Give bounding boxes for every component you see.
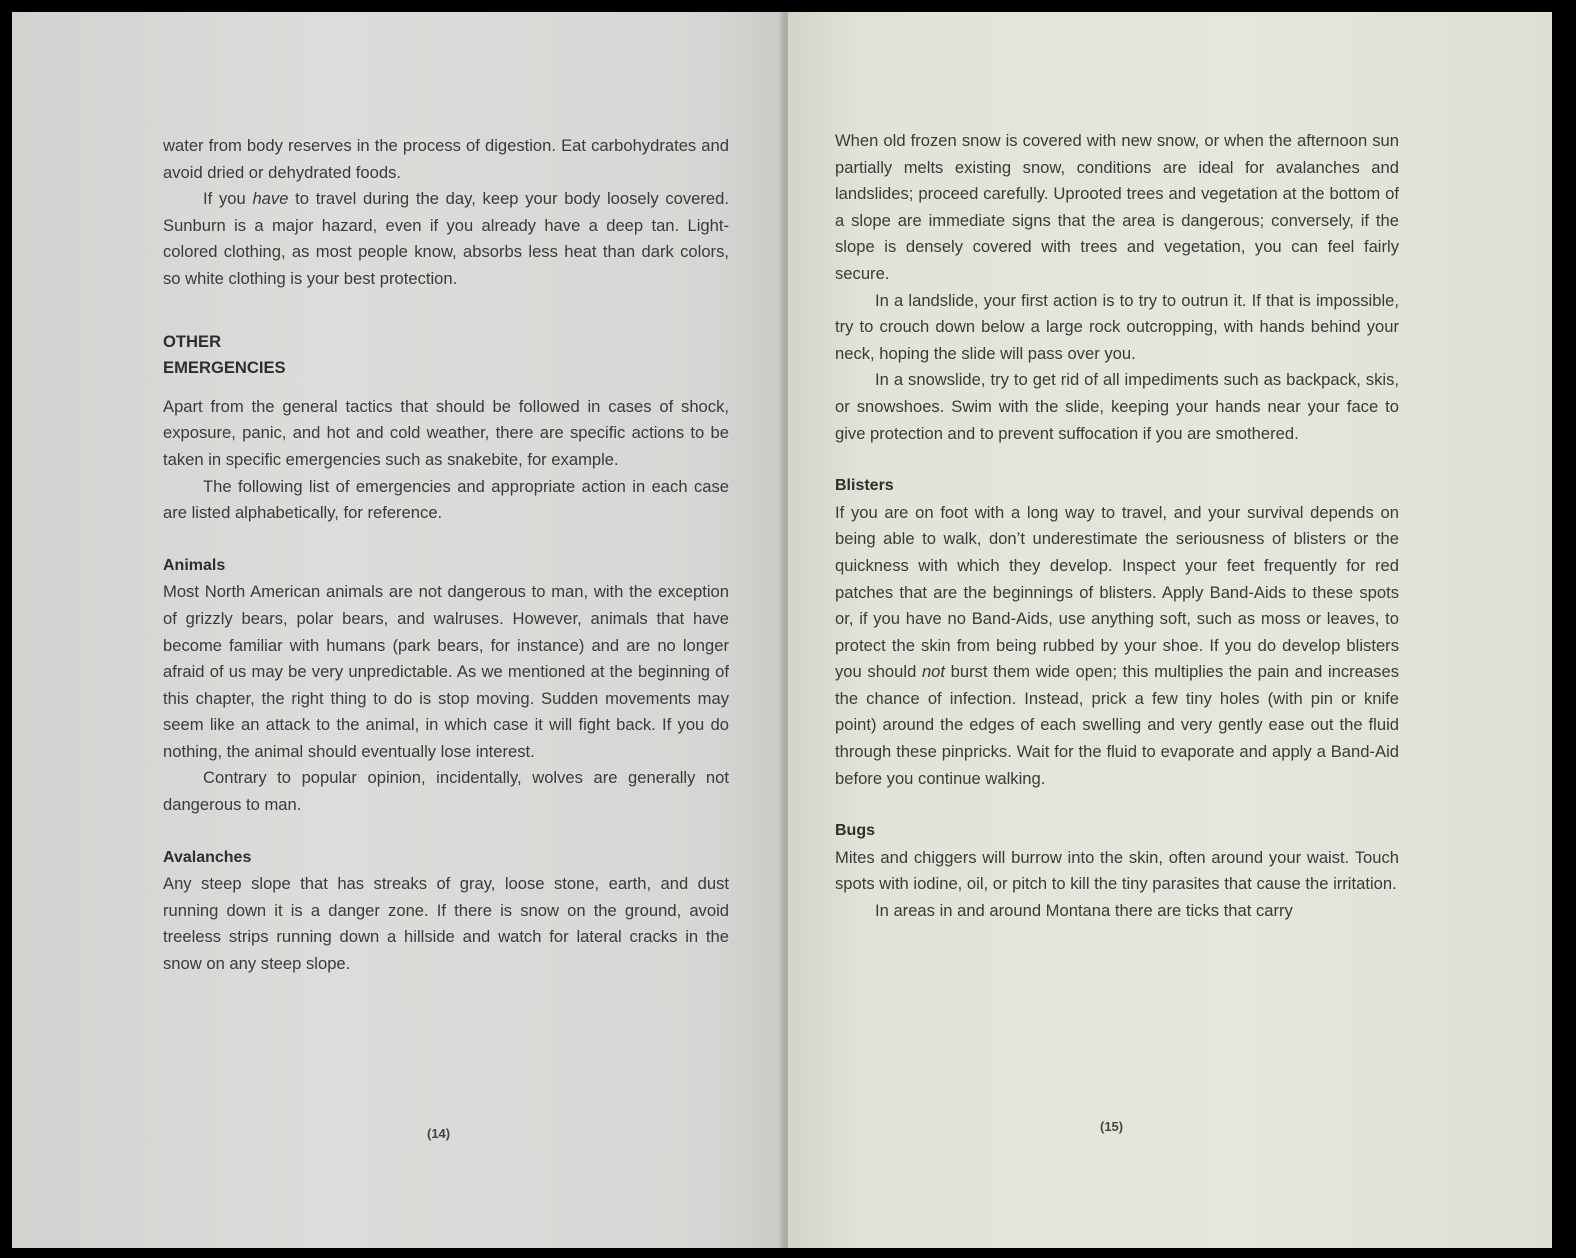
paragraph: In areas in and around Montana there are ticks that carry	[875, 901, 1293, 921]
section-heading-line2: EMERGENCIES	[163, 358, 286, 378]
paragraph: In a landslide, your first action is to try to outrun it. If that is impossible, try to crouch down below a large rock outcropping, with hands behind your neck, hoping the slide will pass over you.	[835, 290, 1399, 363]
animals-heading: Animals	[163, 556, 226, 574]
text-run: burst them wide open; this multiplies the pain and increases the chance of infection. Instead, prick a few tiny holes (with pin or knife point) around the edges of each swelling and very gently ease out the fluid through these pinpricks. Wait for the fluid to evaporate and apply a Band-Aid before you continue walking.	[835, 662, 1399, 788]
emphasis: have	[252, 189, 289, 209]
text-run: If you	[203, 189, 253, 209]
paragraph	[163, 186, 729, 292]
blisters-heading: Blisters	[835, 477, 894, 495]
paragraph	[835, 500, 1399, 793]
paragraph: water from body reserves in the process of digestion. Eat carbohydrates and avoid dried or dehydrated foods.	[163, 136, 729, 182]
paragraph: Contrary to popular opinion, incidentally, wolves are generally not dangerous to man.	[163, 768, 729, 815]
avalanches-heading: Avalanches	[163, 848, 252, 866]
right-page-text	[835, 128, 1399, 925]
paragraph: In a snowslide, try to get rid of all impediments such as backpack, skis, or snowshoes. Swim with the slide, keeping your hands near your face to give protection and to prevent suffocation if you are smothered.	[835, 370, 1399, 443]
paragraph: Most North American animals are not dangerous to man, with the exception of grizzly bears, polar bears, and walruses. However, animals that have become familiar with humans (park bears, for instance) and are no longer afraid of us may be very unpredictable. As we mentioned at the beginning of this chapter, the right thing to do is stop moving. Sudden movements may seem like an attack to the animal, in which case it will fight back. If you do nothing, the animal should eventually lose interest.	[163, 582, 729, 761]
paragraph: The following list of emergencies and appropriate action in each case are listed alphabetically, for reference.	[163, 476, 729, 523]
paragraph: Apart from the general tactics that should be followed in cases of shock, exposure, panic, and hot and cold weather, there are specific actions to be taken in specific emergencies such as snakebite, for example.	[163, 396, 729, 469]
paragraph: Any steep slope that has streaks of gray, loose stone, earth, and dust running down it is a danger zone. If there is snow on the ground, avoid treeless strips running down a hillside and watch for lateral cracks in the snow on any steep slope.	[163, 874, 729, 974]
paragraph: When old frozen snow is covered with new snow, or when the afternoon sun partially melts existing snow, conditions are ideal for avalanches and landslides; proceed carefully. Uprooted trees and vegetation at the bottom of a slope are immediate signs that the area is dangerous; conversely, if the slope is densely covered with trees and vegetation, you can feel fairly secure.	[835, 131, 1399, 283]
page-number: (15)	[1100, 1119, 1124, 1134]
right-page	[788, 12, 1552, 1248]
emphasis: not	[921, 662, 946, 682]
left-page-text	[163, 133, 729, 978]
text-run: to travel during the day, keep your body loosely covered. Sunburn is a major hazard, even if you already have a deep tan. Light-colored clothing, as most people know, absorbs less heat than dark colors, so white clothing is your best protection.	[163, 189, 729, 288]
bugs-heading: Bugs	[835, 822, 875, 840]
page-number: (14)	[427, 1126, 451, 1141]
left-page	[12, 12, 786, 1248]
text-run: If you are on foot with a long way to travel, and your survival depends on being able to walk, don’t underestimate the seriousness of blisters or the quickness with which they develop. Inspect your feet frequently for red patches that are the beginnings of blisters. Apply Band-Aids to these spots or, if you have no Band-Aids, use anything soft, such as moss or leaves, to protect the skin from being rubbed by your shoe. If you do develop blisters you should	[835, 502, 1399, 682]
paragraph: Mites and chiggers will burrow into the skin, often around your waist. Touch spots with iodine, oil, or pitch to kill the tiny parasites that cause the irritation.	[835, 847, 1399, 894]
section-heading-line1: OTHER	[163, 331, 222, 351]
